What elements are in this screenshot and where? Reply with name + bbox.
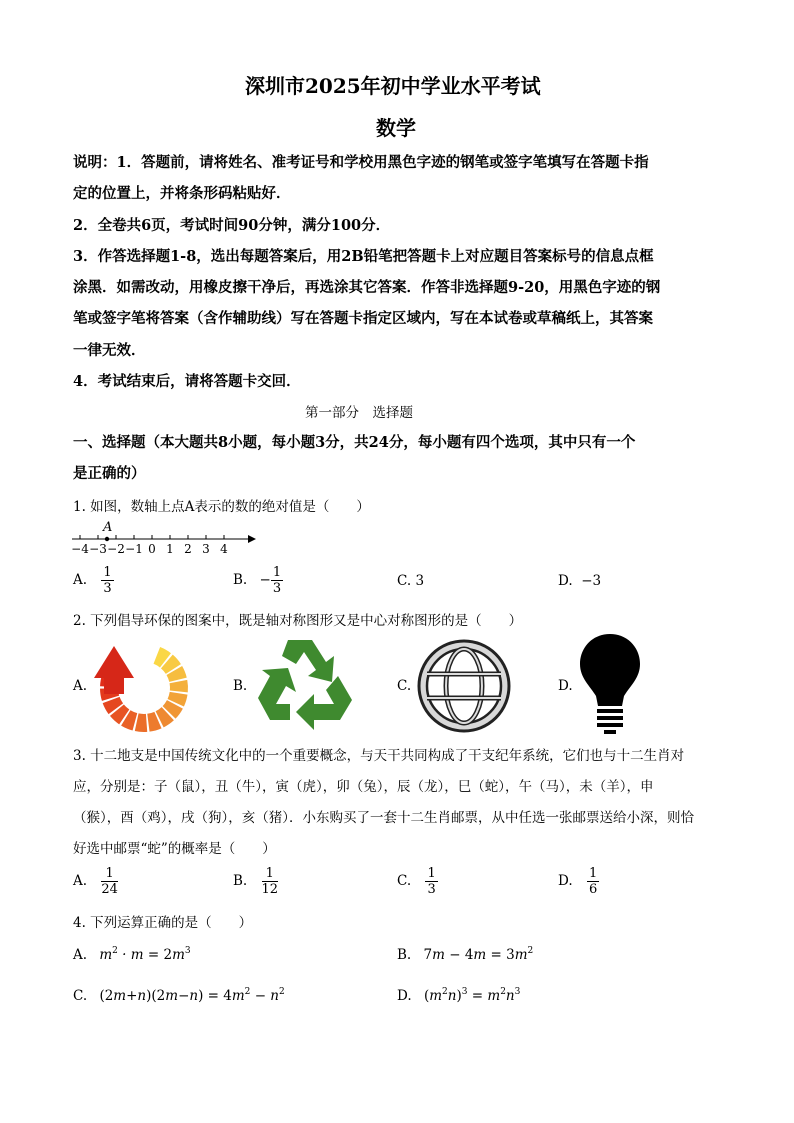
q1-option-b: B. − $\frac{1}{3}$ [233,565,282,596]
question-3-text: （猴），酉（鸡），戌（狗），亥（猪）．小东购买了一套十二生肖邮票，从中任选一张邮票送给小深，则恰 [73,810,694,826]
q3-option-a: A. $\frac{1}{24}$ [73,866,118,897]
exam-title: 深圳市2025年初中学业水平考试 [245,74,541,98]
section-title: 一、选择题（本大题共8小题，每小题3分，共24分，每小题有四个选项，其中只有一个 [73,434,636,451]
instruction-line: 笔或签字笔将答案（含作辅助线）写在答题卡指定区域内，写在本试卷或草稿纸上，其答案 [73,310,653,327]
question-4-text: 4. 下列运算正确的是（ ） [73,915,253,931]
question-2-text: 2. 下列倡导环保的图案中，既是轴对称图形又是中心对称图形的是（ ） [73,613,523,629]
axis-tick-label: 0 [148,542,156,556]
question-3-text: 3. 十二地支是中国传统文化中的一个重要概念，与天干共同构成了干支纪年系统，它们也与十二生肖对 [73,748,685,764]
q1-option-c: C. 3 [397,573,425,589]
number-line-figure [70,517,260,559]
question-1-text: 1. 如图，数轴上点A表示的数的绝对值是（ ） [73,499,370,515]
point-a-dot [105,537,109,541]
ring-segment [170,680,188,692]
q1-option-a: A. $\frac{1}{3}$ [73,565,112,596]
part-title: 第一部分 选择题 [305,405,413,421]
instruction-line: 涂黑．如需改动，用橡皮擦干净后，再选涂其它答案．作答非选择题9-20，用黑色字迹的钢 [73,279,661,296]
instruction-line: 3．作答选择题1-8，选出每题答案后，用2B铅笔把答题卡上对应题目答案标号的信息点框 [73,248,654,265]
point-a-label: A [103,520,113,535]
q2-option-c-label: C. [397,678,412,694]
q3-option-b: B. $\frac{1}{12}$ [233,866,279,897]
axis-tick-label: 3 [202,542,210,556]
axis-tick-label: 4 [220,542,228,556]
axis-tick-label: 2 [184,542,192,556]
q4-option-a: A. $m^2 \cdot m = 2m^3$ [73,946,191,963]
ring-segment [135,713,147,732]
instruction-line: 定的位置上，并将条形码粘贴好． [73,185,291,202]
question-3-text: 好选中邮票“蛇”的概率是（ ） [73,841,276,857]
q4-option-d: D. $(m^2n)^3 = m^2n^3$ [397,987,521,1004]
globe-icon [414,636,514,736]
exam-subject: 数学 [376,116,416,140]
recycle-icon [254,636,354,732]
arrow-ring-icon [92,638,194,732]
q4-option-c: C. $(2m+n)(2m-n) = 4m^2 - n^2$ [73,987,285,1004]
instruction-line: 4．考试结束后，请将答题卡交回． [73,373,301,390]
axis-tick-label: −4 [71,542,89,556]
light-bulb-icon [578,632,642,736]
axis-tick-label: 1 [166,542,174,556]
axis-tick-label: −1 [125,542,143,556]
section-title: 是正确的） [73,465,146,482]
axis-tick-label: −2 [107,542,125,556]
q3-option-d: D. $\frac{1}{6}$ [558,866,598,897]
question-3-text: 应，分别是：子（鼠），丑（牛），寅（虎），卯（兔），辰（龙），巳（蛇），午（马），未（羊），申 [73,779,654,795]
q3-option-c: C. $\frac{1}{3}$ [397,866,436,897]
q1-option-d: D. −3 [558,573,602,589]
q4-option-b: B. $7m - 4m = 3m^2$ [397,946,534,963]
q2-option-d-label: D. [558,678,573,694]
axis-tick-label: −3 [89,542,107,556]
q2-option-b-label: B. [233,678,248,694]
instruction-line: 说明：1．答题前，请将姓名、准考证号和学校用黑色字迹的钢笔或签字笔填写在答题卡指 [73,154,649,171]
q2-option-a-label: A. [73,678,88,694]
instruction-line: 2．全卷共6页，考试时间90分钟，满分100分． [73,217,391,234]
instruction-line: 一律无效． [73,342,146,359]
